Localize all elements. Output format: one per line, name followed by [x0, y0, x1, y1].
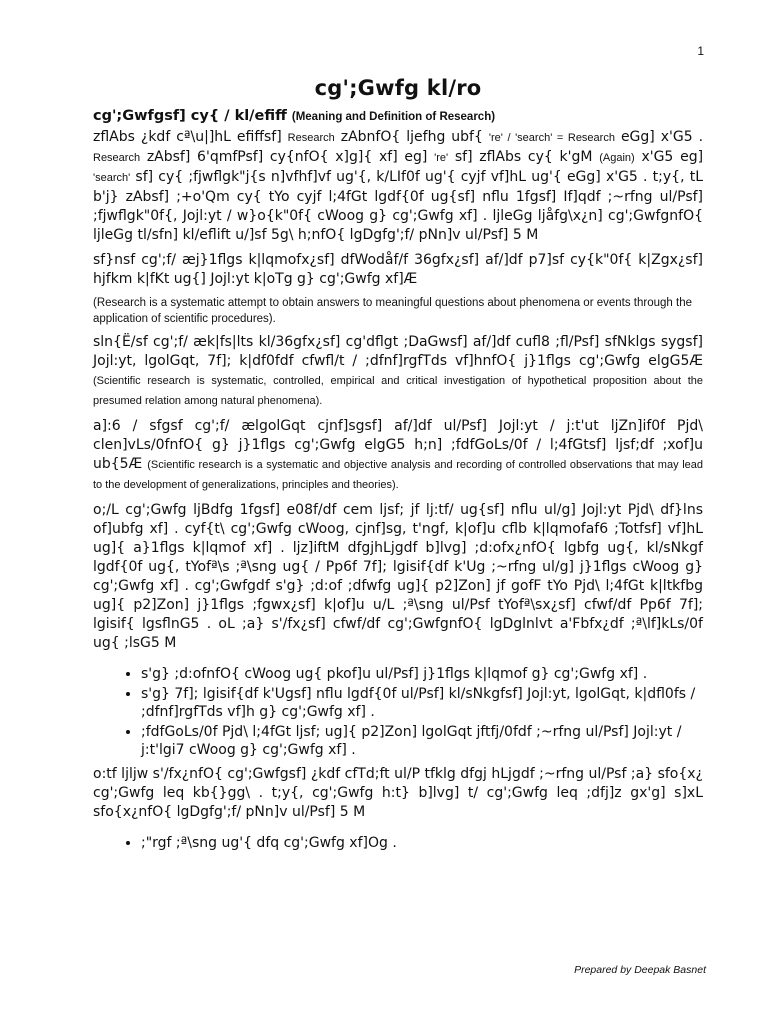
p1-english-5: (Again) — [599, 152, 635, 164]
p1-english-2: 're' / 'search' = Research — [488, 132, 615, 144]
section-heading-english: (Meaning and Definition of Research) — [291, 111, 496, 123]
document-body — [93, 76, 703, 858]
p2-english: (Research is a systematic attempt to obtain answers to meaningful questions about phenomena or events through the application of scientific procedures). — [93, 297, 692, 325]
p3-text: sln{Ë/sf cg';f/ æk|fs|lts kl/36gfx¿sf] cg'dflgt ;DaGwsf] af/]df cufl8 ;fl/Psf] sfNklgs sygsf] Jojl:yt, lgolGqt, 7f]; k|df0fdf cfwfl/t / ;dfnf]rgfTds vf]hnfO{ j}1flgs cg';Gwfg elgG5Æ — [93, 334, 703, 369]
page-number: 1 — [697, 44, 704, 58]
p1-english-1: Research — [287, 132, 335, 144]
list-item: • s'g} ;d:ofnfO{ cWoog ug{ pkof]u ul/Psf] j}1flgs k|lqmof g} cg';Gwfg xf] . — [141, 665, 703, 683]
paragraph-2 — [93, 251, 703, 289]
footer-credit: Prepared by Deepak Basnet — [574, 964, 706, 976]
p1-english-3: Research — [93, 152, 141, 164]
paragraph-5 — [93, 501, 703, 653]
p1-text-6: x'G5 eg] — [641, 149, 704, 165]
p1-english-6: 'search' — [93, 172, 131, 184]
bullet-list-2 — [93, 834, 703, 852]
p1-text-7: sf] cy{ ;fjwflgk"j{s n]vfhf]vf ug'{, k/LIf0f ug'{ cyjf vf]hL ug'{ eGg] x'G5 . t;y{, tL b'j} zAbsf] ;+o'Qm cy{ tYo cyjf l;4fGt lgdf{0f ug{sf] nflu 1fgsf] If]qdf ;~rfng ul/Psf] ;fjwflgk"0f{, Jojl:yt / w}o{k"0f{ cWoog g} cg';Gwfg xf] . ljleGg ljåfg\x¿n] cg';GwfgnfO{ ljleGg tl/sfn] kl/eflift u/]sf 5g\ h;nfO{ lgDgfg';f/ pNn]v ul/Psf] 5 M — [93, 169, 704, 243]
p1-text-5: sf] zflAbs cy{ k'gM — [454, 149, 593, 165]
paragraph-3 — [93, 333, 703, 411]
p4-text: a]:6 / sfgsf cg';f/ ælgolGqt cjnf]sgsf] af/]df ul/Psf] Jojl:yt / j:t'ut ljZn]if0f Pjd\ clen]vLs/0fnfO{ g} j}1flgs cg';Gwfg elgG5 h;n] ;fdfGoLs/0f / l;4fGtsf] ljsf;df ;xof]u ub{5Æ — [93, 418, 703, 472]
section-heading-text: cg';Gwfgsf] cy{ / kl/efiff — [93, 108, 287, 124]
paragraph-1 — [93, 128, 703, 245]
list-item: • s'g} 7f]; lgisif{df k'Ugsf] nflu lgdf{0f ul/Psf] kl/sNkgfsf] Jojl:yt, lgolGqt, k|dfl0fs / ;dfnf]rgfTds vf]h g} cg';Gwfg xf] . — [141, 685, 703, 721]
p1-text-4: zAbsf] 6'qmfPsf] cy{nfO{ x]g]{ xf] eg] — [146, 149, 428, 165]
p1-text-1: zflAbs ¿kdf cª\u|]hL efiffsf] — [93, 129, 282, 145]
p5-text: o;/L cg';Gwfg ljBdfg 1fgsf] e08f/df cem ljsf; jf lj:tf/ ug{sf] nflu ul/g] Jojl:yt Pjd\ df}lns of]ubfg xf] . cyf{t\ cg';Gwfg cWoog, cjnf]sg, t'ngf, k|of]u cflb k|lqmofaf6 ;Totfsf] vf]hL ug]{ a}1flgs k|lqmof xf] . ljz]iftM dfgjhLjgdf b]lvg] ;d:ofx¿nfO{ lgbfg ug{, kl/sNkgf lgdf{0f ug{, tYofª\s ;ª\sng ug{ / Pp6f 7f]; lgisif{df k'Ug ;~rfng ul/g] j}1flgs cWoog g} cg';Gwfg xf] . cg';Gwfgdf s'g} ;d:of ;dfwfg ug]{ p2]Zon] jf gofF tYo Pjd\ l;4fGt k|ltkfbg ug]{ p2]Zon] j}1flgs ;fgwx¿sf] k|of]u u/L ;ª\sng ul/Psf tYofª\sx¿sf] cfwf/df Pp6f 7f]; lgisif{ lgsflnG5 . oL ;a} s'/fx¿sf] cfwf/df cg';GwfgnfO{ lgDglnlvt a'Fbfx¿df ;ª\lf]kLs/0f ug{ ;lsG5 M — [93, 502, 703, 651]
paragraph-4 — [93, 417, 703, 495]
paragraph-6 — [93, 765, 703, 822]
p1-text-3: eGg] x'G5 . — [620, 129, 704, 145]
page-title: cg';Gwfg kl/ro — [314, 76, 482, 100]
p4-english: (Scientific research is a systematic and objective analysis and recording of controlled observations that may lead to the development of generalizations, principles and theories). — [93, 459, 704, 491]
list-item: • ;fdfGoLs/0f Pjd\ l;4fGt ljsf; ug]{ p2]Zon] lgolGqt jftfj/0fdf ;~rfng ul/Psf] Jojl:yt / j:t'lgi7 cWoog g} cg';Gwfg xf] . — [141, 723, 703, 759]
p6-text: o:tf ljljw s'/fx¿nfO{ cg';Gwfgsf] ¿kdf cfTd;ft ul/P tfklg dfgj hLjgdf ;~rfng ul/Psf ;a} sfo{x¿ cg';Gwfg leq kb{}gg\ . t;y{, cg';Gwfg h:t} b]lvg] t/ cg';Gwfg leq ;dfj]z gx'g] s]xL sfo{x¿nfO{ lgDgfg';f/ pNn]v ul/Psf] 5 M — [93, 766, 703, 820]
bullet-list-1 — [93, 665, 703, 759]
p3-english: (Scientific research is systematic, controlled, empirical and critical investigation of hypothetical proposition about the presumed relation among natural phenomena). — [93, 375, 703, 407]
list-item: • ;"rgf ;ª\sng ug'{ dfq cg';Gwfg xf]Og . — [141, 834, 703, 852]
p1-text-2: zAbnfO{ ljefhg ubf{ — [340, 129, 483, 145]
p2-text: sf}nsf cg';f/ æj}1flgs k|lqmofx¿sf] dfWodåf/f 36gfx¿sf] af/]df p7]sf cy{k"0f{ k|Zgx¿sf] hjfkm k|fKt ug{] Jojl:yt k|oTg g} cg';Gwfg xf]Æ — [93, 252, 703, 287]
p1-english-4: 're' — [434, 152, 449, 164]
section-heading — [93, 108, 703, 124]
